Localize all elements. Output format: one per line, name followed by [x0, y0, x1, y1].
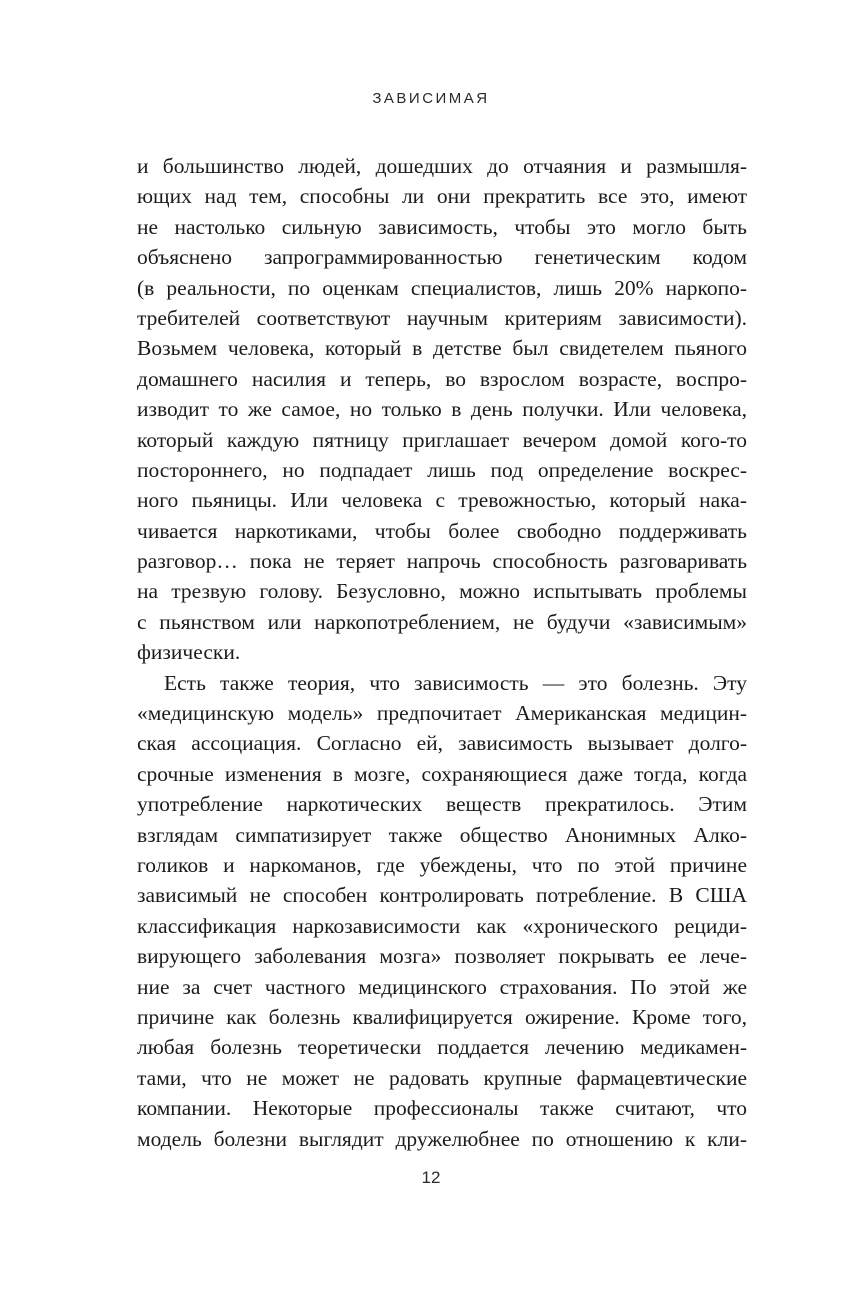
- running-header: ЗАВИСИМАЯ: [372, 90, 490, 107]
- body-text: [137, 151, 747, 1154]
- text-line: зависимый не способен контролировать потребление. В США: [137, 883, 747, 908]
- text-line: чивается наркотиками, чтобы более свободно поддерживать: [137, 518, 747, 543]
- text-line: на трезвую голову. Безусловно, можно испытывать проблемы: [137, 579, 747, 604]
- text-line: разговор… пока не теряет напрочь способность разговаривать: [137, 549, 747, 574]
- paragraph: [137, 151, 747, 668]
- text-line: изводит то же самое, но только в день получки. Или человека,: [137, 397, 747, 422]
- text-line: ного пьяницы. Или человека с тревожностью, который нака-: [137, 488, 747, 513]
- text-line: модель болезни выглядит дружелюбнее по отношению к кли-: [137, 1126, 747, 1151]
- text-line: тами, что не может не радовать крупные фармацевтические: [137, 1065, 747, 1090]
- text-line: физически.: [137, 640, 241, 665]
- text-line: любая болезнь теоретически поддается лечению медикамен-: [137, 1035, 747, 1060]
- text-line: Возьмем человека, который в детстве был свидетелем пьяного: [137, 336, 747, 361]
- text-line: ющих над тем, способны ли они прекратить все это, имеют: [137, 184, 747, 209]
- text-line: и большинство людей, дошедших до отчаяния и размышля-: [137, 154, 747, 178]
- text-line: классификация наркозависимости как «хронического рециди-: [137, 913, 747, 938]
- text-line: с пьянством или наркопотреблением, не будучи «зависимым»: [137, 609, 747, 634]
- text-line: вирующего заболевания мозга» позволяет покрывать ее лече-: [137, 944, 747, 969]
- text-line: не настолько сильную зависимость, чтобы это могло быть: [137, 214, 747, 239]
- text-line: компании. Некоторые профессионалы также считают, что: [137, 1096, 747, 1121]
- text-line: голиков и наркоманов, где убеждены, что по этой причине: [137, 852, 747, 877]
- page-number: 12: [421, 1168, 441, 1187]
- text-line: ние за счет частного медицинского страхования. По этой же: [137, 974, 747, 999]
- text-line: домашнего насилия и теперь, во взрослом возрасте, воспро-: [137, 366, 747, 391]
- text-line: взглядам симпатизирует также общество Анонимных Алко-: [137, 822, 747, 847]
- text-line: Есть также теория, что зависимость — это болезнь. Эту: [164, 670, 747, 695]
- text-line: употребление наркотических веществ прекратилось. Этим: [137, 792, 747, 817]
- text-line: объяснено запрограммированностью генетическим кодом: [137, 245, 747, 270]
- text-line: ская ассоциация. Согласно ей, зависимость вызывает долго-: [137, 731, 747, 756]
- text-line: который каждую пятницу приглашает вечером домой кого-то: [137, 427, 747, 452]
- text-line: постороннего, но подпадает лишь под определение воскрес-: [137, 457, 747, 482]
- paragraph: [137, 668, 747, 1154]
- text-line: требителей соответствуют научным критериям зависимости).: [137, 305, 747, 330]
- text-line: срочные изменения в мозге, сохраняющиеся даже тогда, когда: [137, 761, 747, 786]
- text-line: причине как болезнь квалифицируется ожирение. Кроме того,: [137, 1004, 747, 1029]
- text-line: (в реальности, по оценкам специалистов, лишь 20% наркопо-: [137, 275, 747, 300]
- text-line: «медицинскую модель» предпочитает Американская медицин-: [137, 701, 747, 726]
